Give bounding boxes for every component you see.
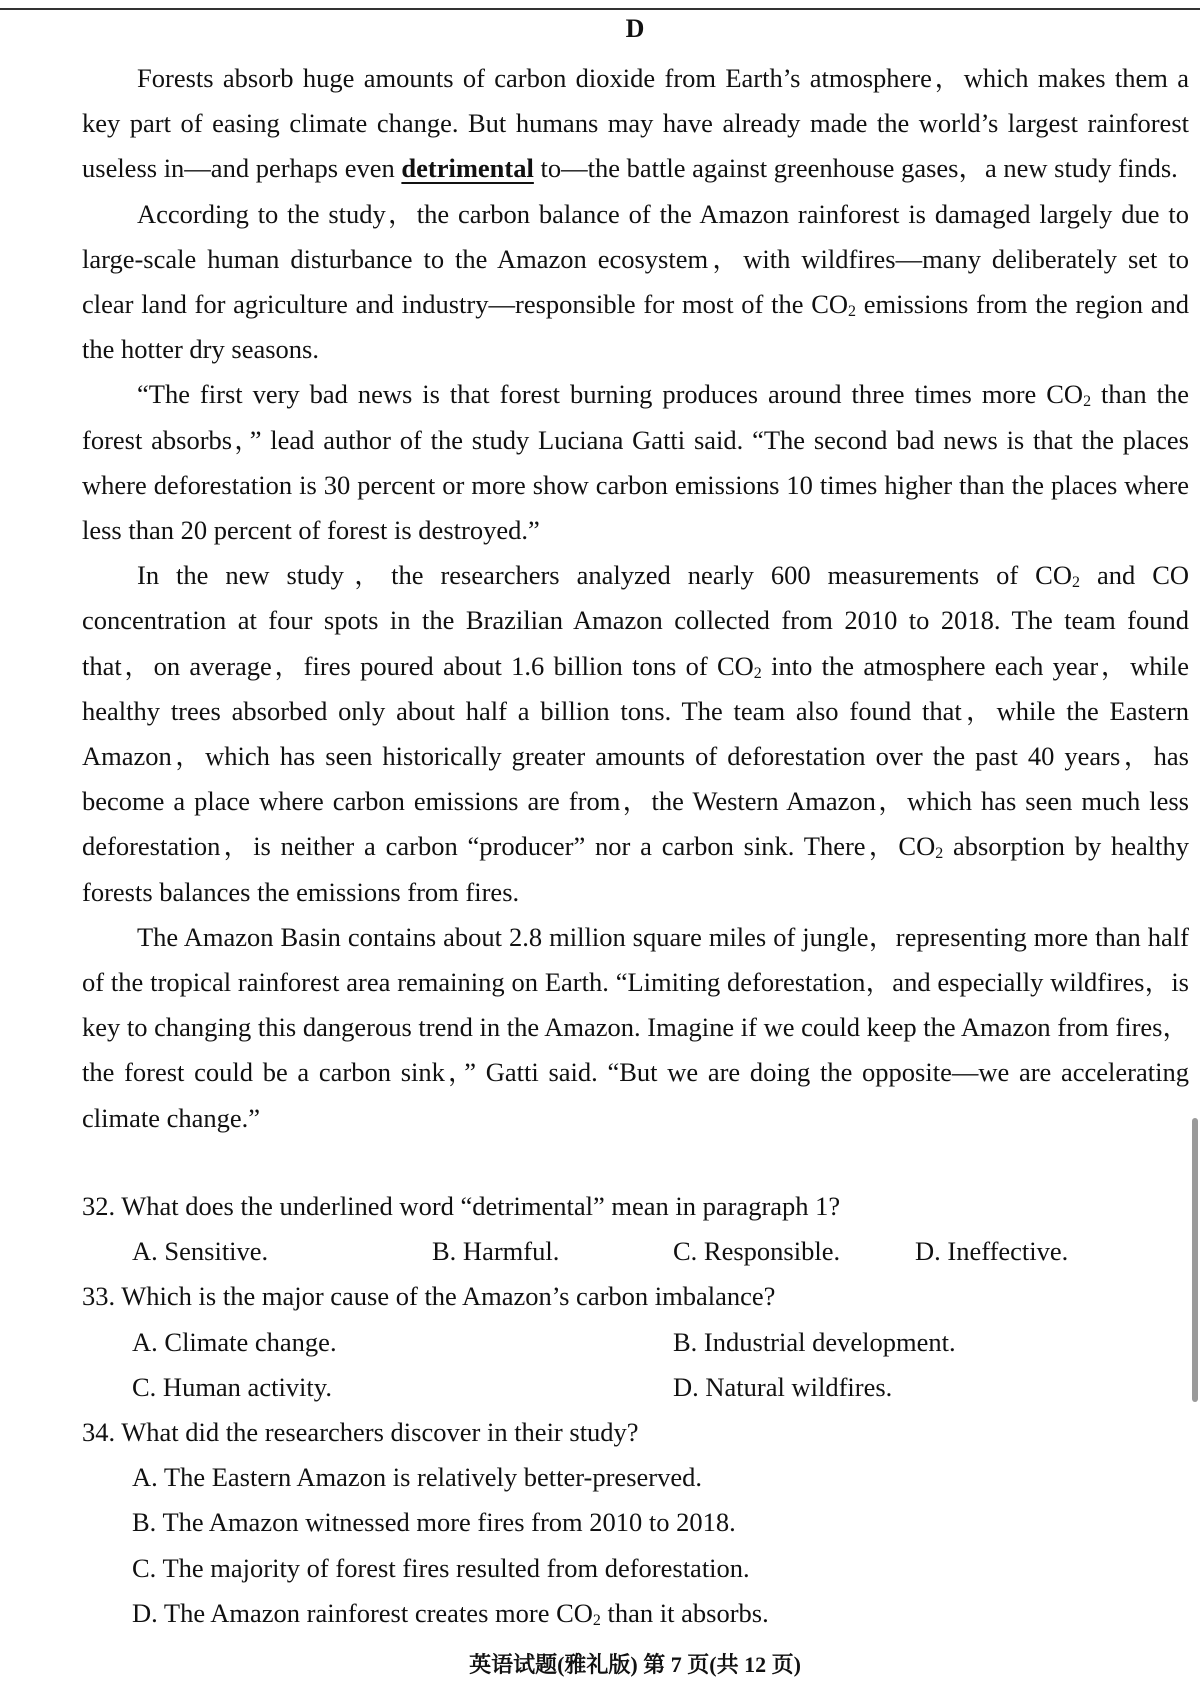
scrollbar-thumb[interactable]: [1192, 1118, 1198, 1402]
option-d[interactable]: D. Ineffective.: [915, 1236, 1069, 1267]
option-b[interactable]: B. The Amazon witnessed more fires from 2010 to 2018.: [132, 1507, 736, 1538]
option-c[interactable]: C. Responsible.: [673, 1236, 841, 1267]
option-a[interactable]: A. The Eastern Amazon is relatively better-preserved.: [132, 1462, 702, 1493]
question-33: [82, 1274, 1189, 1410]
paragraph-1: Forests absorb huge amounts of carbon dioxide from Earth’s atmosphere，which makes them a key part of easing climate change. But humans may have already made the world’s largest rainforest useless in—and perhaps even detrimental to—the battle against greenhouse gases，a new study finds.: [82, 63, 1189, 184]
paragraph-5: The Amazon Basin contains about 2.8 million square miles of jungle，representing more than half of the tropical rainforest area remaining on Earth. “Limiting deforestation，and especially wildfires，is key to changing this dangerous trend in the Amazon. Imagine if we could keep the Amazon from fires，the forest could be a carbon sink，” Gatti said. “But we are doing the opposite—we are accelerating climate change.”: [82, 921, 1189, 1133]
question-list: [82, 1184, 1189, 1636]
option-row: [82, 1320, 1189, 1365]
option-c[interactable]: C. The majority of forest fires resulted from deforestation.: [132, 1552, 750, 1583]
option-a[interactable]: A. Sensitive.: [132, 1236, 269, 1267]
option-d[interactable]: D. Natural wildfires.: [673, 1371, 893, 1402]
paragraph-3: “The first very bad news is that forest burning produces around three times more $CO_2$ than the forest absorbs，” lead author of the study Luciana Gatti said. “The second bad news is that the places where deforestation is 30 percent or more show carbon emissions 10 times higher than the places where less than 20 percent of forest is destroyed.”: [82, 379, 1190, 546]
question-stem: 34. What did the researchers discover in their study?: [82, 1417, 639, 1448]
question-stem: 33. Which is the major cause of the Amazon’s carbon imbalance?: [82, 1281, 776, 1312]
reading-passage: [82, 56, 1189, 1141]
section-letter: D: [625, 14, 645, 43]
option-b[interactable]: B. Industrial development.: [673, 1326, 956, 1357]
top-rule: [0, 8, 1200, 10]
page-footer: 英语试题(雅礼版) 第 7 页(共 12 页): [469, 1652, 801, 1677]
option-d[interactable]: D. The Amazon rainforest creates more $CO_2$ than it absorbs.: [132, 1597, 769, 1629]
underlined-word: detrimental: [401, 153, 534, 184]
option-c[interactable]: C. Human activity.: [132, 1371, 332, 1402]
paragraph-2: According to the study，the carbon balance of the Amazon rainforest is damaged largely due to large-scale human disturbance to the Amazon ecosystem，with wildfires—many deliberately set to clear land for agriculture and industry—responsible for most of the $CO_2$ emissions from the region and the hotter dry seasons.: [82, 198, 1190, 365]
question-34: [82, 1410, 1189, 1636]
question-32: [82, 1184, 1189, 1274]
option-row: [82, 1229, 1189, 1274]
option-row: [82, 1365, 1189, 1410]
question-stem: 32. What does the underlined word “detrimental” mean in paragraph 1?: [82, 1191, 841, 1221]
option-b[interactable]: B. Harmful.: [432, 1236, 560, 1267]
paragraph-4: In the new study，the researchers analyzed nearly 600 measurements of $CO_2$ and CO concentration at four spots in the Brazilian Amazon collected from 2010 to 2018. The team found that，on average，fires poured about 1.6 billion tons of $CO_2$ into the atmosphere each year，while healthy trees absorbed only about half a billion tons. The team also found that，while the Eastern Amazon，which has seen historically greater amounts of deforestation over the past 40 years，has become a place where carbon emissions are from，the Western Amazon，which has seen much less deforestation，is neither a carbon “producer” nor a carbon sink. There，$CO_2$ absorption by healthy forests balances the emissions from fires.: [82, 560, 1190, 907]
option-a[interactable]: A. Climate change.: [132, 1326, 337, 1357]
